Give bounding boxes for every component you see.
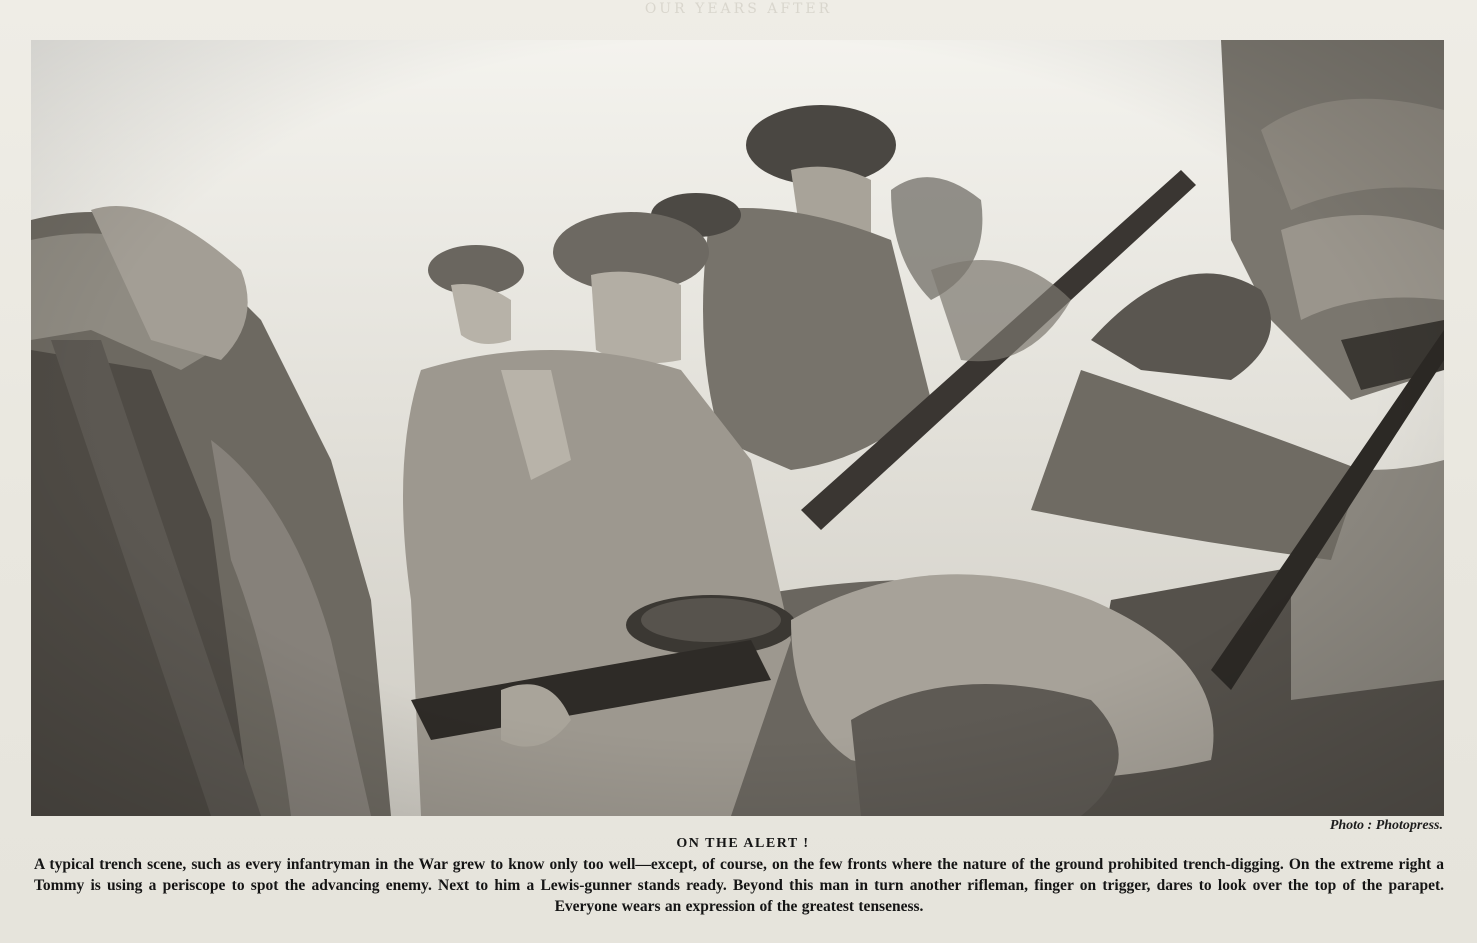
- bleed-through-header: OUR YEARS AFTER: [644, 1, 833, 17]
- caption-body: A typical trench scene, such as every infantryman in the War grew to know only too well—except, of course, on the few fronts where the nature of the ground prohibited trench-digging. On the extreme right a Tommy is using a periscope to spot the advancing enemy. Next to him a Lewis-gunner stands ready. Beyond this man in turn another rifleman, finger on trigger, dares to look over the top of the parapet. Everyone wears an expression of the greatest tenseness.: [34, 856, 1444, 915]
- photo-credit: Photo : Photopress.: [1329, 818, 1443, 833]
- photo-caption: [34, 834, 1444, 917]
- trench-photograph: [31, 40, 1444, 816]
- caption-title: ON THE ALERT !: [676, 836, 810, 851]
